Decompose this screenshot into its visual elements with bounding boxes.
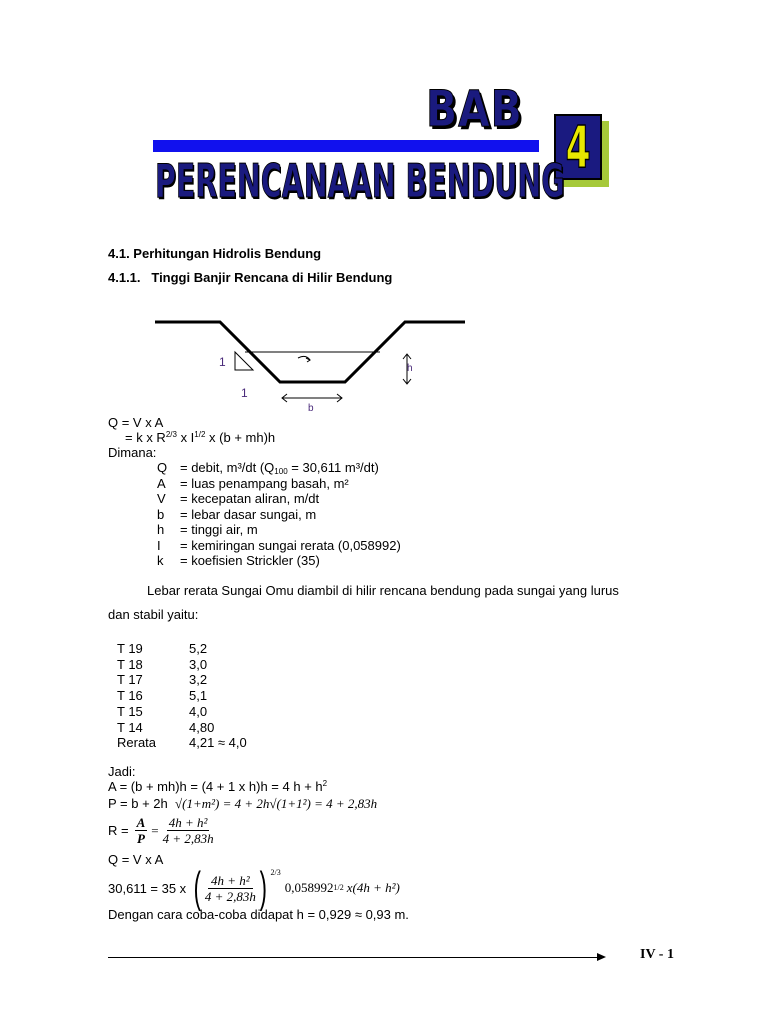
header-divider-bar [153, 140, 539, 152]
table-row: T 16 5,1 [117, 688, 208, 704]
area-equation: A = (b + mh)h = (4 + 1 x h)h = 4 $h + h^2$ [108, 779, 328, 794]
slope-vertical-label: 1 [219, 355, 226, 369]
slope-triangle [235, 352, 253, 370]
slope-horizontal-label: 1 [241, 386, 248, 400]
table-row: T 17 3,2 [117, 672, 208, 688]
table-row: T 19 5,2 [117, 641, 208, 656]
jadi-label: Jadi: [108, 764, 136, 779]
table-row: T 14 4,80 [117, 719, 215, 735]
discharge-substitution: 30,611 = 35 x ( 4h + h² 4 + 2,83h ) 2/3 0,058992 1/2 x(4h + h²) [108, 863, 400, 912]
dimana-label: Dimana: [108, 445, 157, 460]
width-table [117, 641, 247, 751]
definition-row: A = luas penampang basah, m² [157, 475, 349, 491]
width-label: b [308, 403, 314, 414]
result-text: Dengan cara coba-coba didapat h = 0,929 ≈ 0,93 m. [108, 907, 409, 922]
definition-row: h = tinggi air, m [157, 522, 258, 537]
arrow-right-icon [597, 953, 606, 961]
depth-label: h [407, 363, 413, 374]
radius-equation: R = $\frac{A}{P}$ = $\frac{\text{4h + h²}}{4 + 2,83h}$ [108, 815, 214, 846]
definition-row: b = lebar dasar sungai, m [157, 506, 317, 522]
channel-cross-section-diagram [150, 312, 480, 417]
formula-line-1: Q = V x A [108, 415, 164, 430]
paragraph-line-2: dan stabil yaitu: [108, 607, 199, 622]
discharge-equation: Q = V x A [108, 852, 164, 867]
formula-line-2: = k x $R^{2/3}$ x $I^{1/2}$ x (b + mh)h [125, 430, 276, 445]
subsection-heading: 4.1.1. Tinggi Banjir Rencana di Hilir Bendung [108, 270, 393, 285]
definition-row: V = kecepatan aliran, m/dt [157, 491, 320, 506]
chapter-number: 4 [565, 113, 591, 181]
table-row: T 18 3,0 [117, 656, 208, 672]
chapter-label: BAB [426, 80, 523, 138]
paragraph-line-1: Lebar rerata Sungai Omu diambil di hilir rencana bendung pada sungai yang lurus [147, 583, 619, 598]
table-row: T 15 4,0 [117, 703, 208, 719]
definition-row: k = koefisien Strickler (35) [157, 553, 320, 568]
definition-row: Q = debit, m³/dt ($Q_{100} = 30,611$ m³/dt) [157, 460, 379, 476]
table-row: Rerata 4,21 ≈ 4,0 [117, 735, 247, 751]
chapter-title: PERENCANAAN BENDUNG [155, 154, 565, 208]
definition-list [157, 460, 401, 569]
footer-rule [108, 957, 600, 958]
definition-row: I = kemiringan sungai rerata (0,058992) [157, 537, 401, 553]
perimeter-equation: P = b + 2h √(1+m²) = 4 + 2h√(1+1²) = 4 + 2,83h [108, 796, 378, 811]
page-number: IV - 1 [640, 947, 674, 962]
section-heading: 4.1. Perhitungan Hidrolis Bendung [108, 246, 322, 261]
